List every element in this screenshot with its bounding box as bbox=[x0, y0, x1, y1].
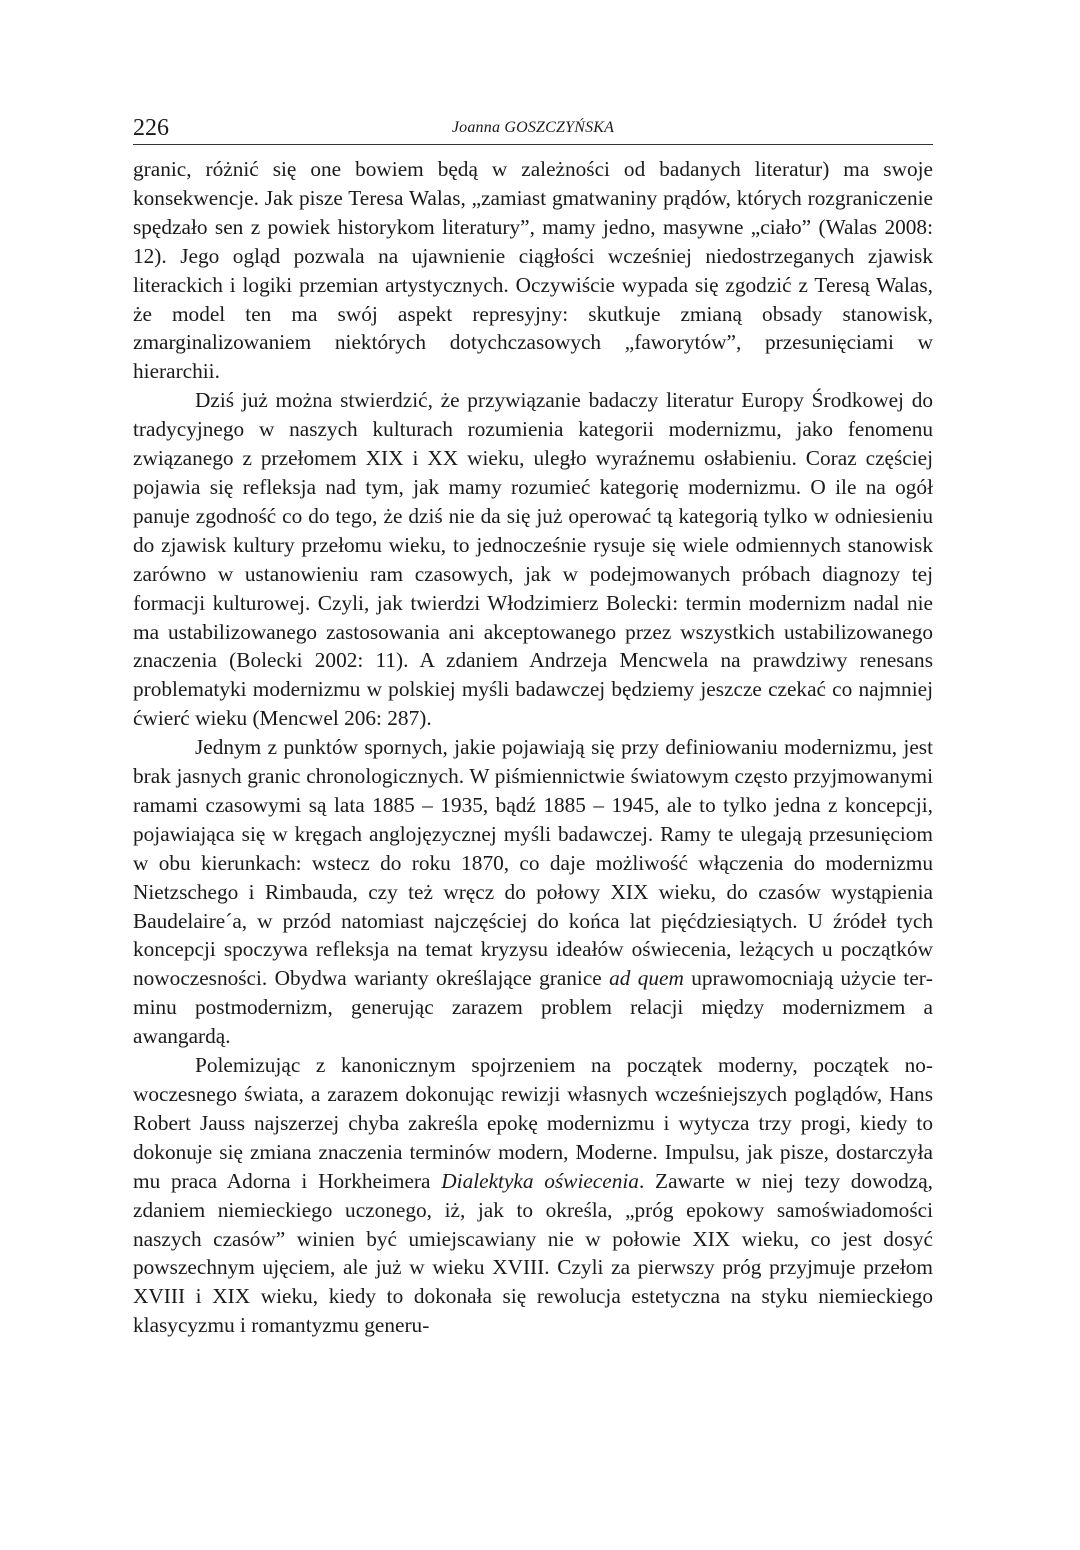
paragraph bbox=[133, 386, 933, 733]
italic-term: ad quem bbox=[609, 966, 684, 991]
paragraph bbox=[133, 155, 933, 386]
body-text bbox=[133, 155, 933, 1340]
text-run: granic, różnić się one bowiem będą w zależności od badanych literatur) ma swoje konsekwencje. Jak pisze Teresa Walas, „zamiast gmatwaniny prądów, których rozgraniczenie spędzało sen z powiek historykom literatury”, mamy jedno, masywne „ciało” (Walas 2008: 12). Jego ogląd pozwala na ujawnienie ciągłości wcześniej niedostrzeganych zjawisk literackich i logiki przemian artystycznych. Oczywiście wypada się zgodzić z Teresą Walas, że model ten ma swój aspekt represyjny: skutkuje zmianą obsady stanowisk, zmarginalizowaniem niektórych dotychczasowych „faworytów”, przesunięciami w hierarchii. bbox=[133, 157, 933, 384]
text-run: Polemizując z kanonicznym spojrzeniem na początek moderny, początek nowoczesnego świata, a zarazem dokonując rewizji własnych wcześniejszych poglądów, Hans Robert Jauss najszerzej chyba zakreśla epokę modernizmu i wytycza trzy progi, kiedy to dokonuje się zmiana znaczenia terminów modern, Moderne. Impulsu, jak pisze, dostarczyła mu praca Adorna i Horkheimera bbox=[133, 1053, 933, 1193]
page-number: 226 bbox=[133, 115, 169, 141]
running-head: Joanna GOSZCZYŃSKA bbox=[451, 119, 615, 136]
paragraph bbox=[133, 733, 933, 1051]
book-title: Dialektyka oświecenia bbox=[441, 1168, 639, 1193]
text-run: uprawomocniają użycie terminu postmodernizm, generując zarazem problem relacji między modernizmem a awangardą. bbox=[133, 966, 933, 1049]
text-run: Dziś już można stwierdzić, że przywiązanie badaczy literatur Europy Środkowej do tradycyjnego w naszych kulturach rozumienia kategorii modernizmu, jako fenomenu związanego z przełomem XIX i XX wieku, uległo wyraźnemu osłabieniu. Coraz częściej pojawia się refleksja nad tym, jak mamy rozumieć kategorię modernizmu. O ile na ogół panuje zgodność co do tego, że dziś nie da się już operować tą kategorią tylko w odniesieniu do zjawisk kultury przełomu wieku, to jednocześnie rysuje się wiele odmiennych stanowisk zarówno w ustanowieniu ram czasowych, jak w podejmowanych próbach diagnozy tej formacji kulturowej. Czyli, jak twierdzi Włodzimierz Bolecki: termin modernizm nadal nie ma ustabilizowanego zastosowania ani akceptowanego przez wszystkich ustabilizowanego znaczenia (Bolecki 2002: 11). A zdaniem Andrzeja Mencwela na prawdziwy renesans problematyki modernizmu w polskiej myśli badawczej będziemy jeszcze czekać co najmniej ćwierć wieku (Mencwel 206: 287). bbox=[133, 388, 933, 731]
text-run: Jednym z punktów spornych, jakie pojawiają się przy definiowaniu modernizmu, jest brak jasnych granic chronologicznych. W piśmiennictwie światowym często przyjmowanymi ramami czasowymi są lata 1885 – 1935, bądź 1885 – 1945, ale to tylko jedna z koncepcji, pojawiająca się w kręgach anglojęzycznej myśli badawczej. Ramy te ulegają przesunięciom w obu kierunkach: wstecz do roku 1870, co daje możliwość włączenia do modernizmu Nietzschego i Rimbauda, czy też wręcz do połowy XIX wieku, do czasów wystąpienia Baudelaire´a, w przód natomiast najczęściej do końca lat pięćdziesiątych. U źródeł tych koncepcji spoczywa refleksja na temat kryzysu ideałów oświecenia, leżących u początków nowoczesności. Obydwa warianty określające granice bbox=[133, 735, 933, 991]
page-header bbox=[133, 112, 933, 145]
text-run: . Zawarte w niej tezy dowodzą, zdaniem niemieckiego uczonego, iż, jak to określa, „próg epokowy samoświadomości naszych czasów” winien być umiejscawiany nie w połowie XIX wieku, co jest dosyć powszechnym ujęciem, ale już w wieku XVIII. Czyli za pierwszy próg przyjmuje przełom XVIII i XIX wieku, kiedy to dokonała się rewolucja estetyczna na styku niemieckiego klasycyzmu i romantyzmu generu- bbox=[133, 1168, 933, 1338]
paragraph bbox=[133, 1051, 933, 1340]
